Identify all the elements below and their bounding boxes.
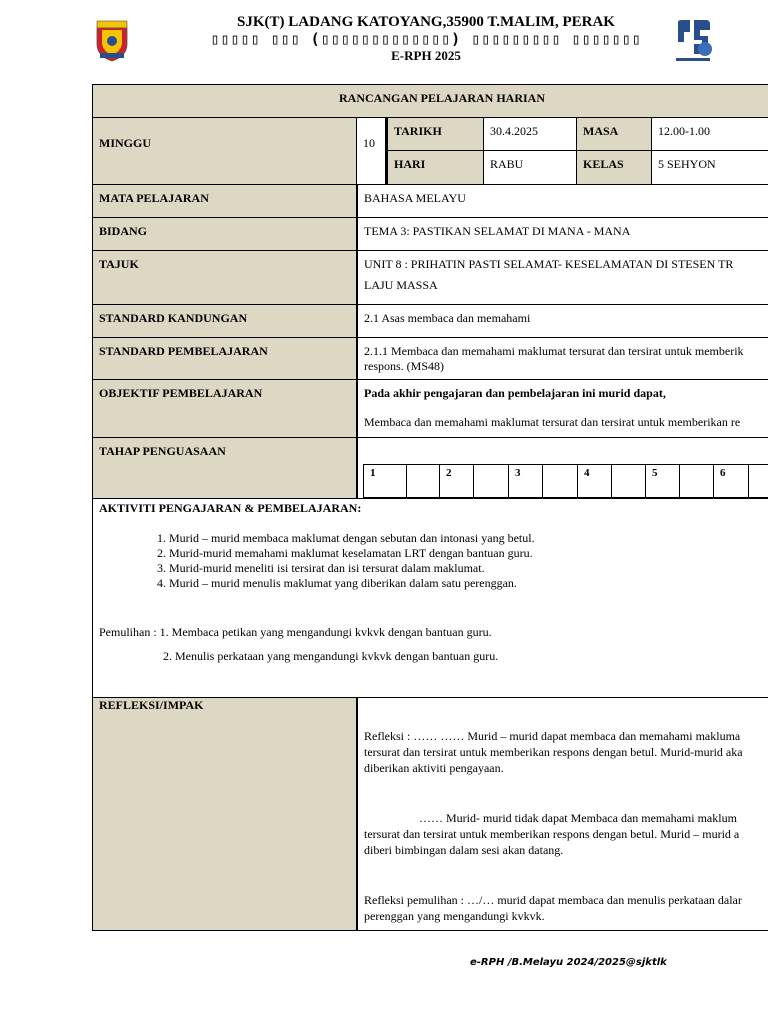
refleksi-p2-line2: tersurat dan tersirat untuk memberikan respons dengan betul. Murid – murid a (364, 827, 740, 841)
kelas-label: KELAS (583, 157, 624, 171)
masa-value: 12.00-1.00 (658, 124, 710, 138)
tp-box-3 (542, 464, 578, 498)
minggu-value: 10 (363, 136, 375, 150)
tahap-penguasaan-label: TAHAP PENGUASAAN (99, 444, 226, 458)
aktiviti-item: 3. Murid-murid meneliti isi tersirat dan isi tersurat dalam maklumat. (169, 561, 768, 576)
mata-pelajaran-label: MATA PELAJARAN (99, 191, 209, 205)
tp-level-6: 6 (713, 464, 749, 498)
refleksi-p1-line2: tersurat dan tersirat untuk memberikan respons dengan betul. Murid-murid aka (364, 745, 743, 759)
standard-pembelajaran-value-cell (356, 337, 768, 380)
school-name-tamil: ▯▯▯▯▯ ▯▯▯ (▯▯▯▯▯▯▯▯▯▯▯▯▯) ▯▯▯▯▯▯▯▯▯ ▯▯▯▯▯▯▯ (210, 30, 642, 48)
minggu-label: MINGGU (99, 136, 151, 150)
hari-label: HARI (394, 157, 426, 171)
kelas-value: 5 SEHYON (658, 157, 716, 171)
standard-kandungan-value: 2.1 Asas membaca dan memahami (364, 311, 531, 325)
tp-box-2 (473, 464, 509, 498)
minggu-value-cell (356, 117, 386, 185)
refleksi-p1-line3: diberikan aktiviti pengayaan. (364, 761, 504, 775)
masa-value-cell (651, 117, 768, 151)
mata-pelajaran-value: BAHASA MELAYU (364, 191, 466, 205)
tp-box-1 (406, 464, 440, 498)
bidang-label: BIDANG (99, 224, 148, 238)
kelas-label-cell (576, 150, 652, 185)
mata-pelajaran-label-cell (92, 184, 357, 218)
standard-pembelajaran-label: STANDARD PEMBELAJARAN (99, 344, 268, 358)
refleksi-p3-line1: Refleksi pemulihan : …/… murid dapat membaca dan menulis perkataan dalar (364, 893, 742, 907)
objektif-text: Membaca dan memahami maklumat tersurat dan tersirat untuk memberikan re (364, 415, 741, 429)
tp-level-5: 5 (645, 464, 680, 498)
refleksi-value-cell (356, 697, 768, 931)
standard-pembelajaran-value: 2.1.1 Membaca dan memahami maklumat tersurat dan tersirat untuk memberik (364, 344, 744, 358)
school-crest-icon (94, 20, 130, 62)
refleksi-p2-line1: …… Murid- murid tidak dapat Membaca dan memahami maklum (419, 811, 737, 825)
standard-kandungan-label: STANDARD KANDUNGAN (99, 311, 248, 325)
aktiviti-cell (92, 498, 768, 698)
mata-pelajaran-value-cell (356, 184, 768, 218)
document-title: E-RPH 2025 (391, 48, 461, 63)
tp-level-2: 2 (439, 464, 474, 498)
tajuk-value-line2: LAJU MASSA (364, 278, 438, 292)
tp-level-4: 4 (577, 464, 612, 498)
objektif-label-cell (92, 379, 357, 438)
school-name: SJK(T) LADANG KATOYANG,35900 T.MALIM, PERAK (237, 14, 615, 30)
lesson-plan-table (92, 84, 768, 931)
aktiviti-item: 1. Murid – murid membaca maklumat dengan sebutan dan intonasi yang betul. (169, 531, 768, 546)
tajuk-label-cell (92, 250, 357, 305)
tp-level-1: 1 (363, 464, 407, 498)
standard-pembelajaran-value-line2: respons. (MS48) (364, 359, 444, 373)
page-footer: e-RPH /B.Melayu 2024/2025@sjktlk (470, 957, 667, 968)
tarikh-label: TARIKH (394, 124, 442, 138)
standard-pembelajaran-label-cell (92, 337, 357, 380)
tarikh-label-cell (386, 117, 484, 151)
hari-label-cell (386, 150, 484, 185)
tajuk-label: TAJUK (99, 257, 139, 271)
refleksi-label: REFLEKSI/IMPAK (99, 698, 204, 712)
hari-value-cell (483, 150, 577, 185)
objektif-lead: Pada akhir pengajaran dan pembelajaran ini murid dapat, (364, 386, 666, 400)
aktiviti-label: AKTIVITI PENGAJARAN & PEMBELAJARAN: (99, 501, 362, 515)
kelas-value-cell (651, 150, 768, 185)
plan-title: RANCANGAN PELAJARAN HARIAN (339, 91, 545, 105)
tp-level-3: 3 (508, 464, 543, 498)
tahap-penguasaan-label-cell (92, 437, 357, 499)
tajuk-value-cell (356, 250, 768, 305)
refleksi-p3-line2: perenggan yang mengandungi kvkvk. (364, 909, 545, 923)
masa-label-cell (576, 117, 652, 151)
tp-box-6 (748, 464, 768, 498)
tarikh-value: 30.4.2025 (490, 124, 538, 138)
bidang-value-cell (356, 217, 768, 251)
masa-label: MASA (583, 124, 619, 138)
refleksi-label-cell (92, 697, 357, 931)
refleksi-p2-line3: diberi bimbingan dalam sesi akan datang. (364, 843, 564, 857)
refleksi-p1-line1: Refleksi : …… …… Murid – murid dapat membaca dan memahami makluma (364, 729, 741, 743)
objektif-label: OBJEKTIF PEMBELAJARAN (99, 386, 263, 400)
objektif-value-cell (356, 379, 768, 438)
bidang-value: TEMA 3: PASTIKAN SELAMAT DI MANA - MANA (364, 224, 631, 238)
tarikh-value-cell (483, 117, 577, 151)
document-header (130, 14, 722, 63)
pemulihan-line-1: Pemulihan : 1. Membaca petikan yang mengandungi kvkvk dengan bantuan guru. (99, 625, 492, 639)
pemulihan-line-2: 2. Menulis perkataan yang mengandungi kvkvk dengan bantuan guru. (163, 649, 499, 663)
standard-kandungan-value-cell (356, 304, 768, 338)
aktiviti-item: 2. Murid-murid memahami maklumat keselamatan LRT dengan bantuan guru. (169, 546, 768, 561)
minggu-label-cell (92, 117, 357, 185)
aktiviti-list (99, 531, 768, 591)
aktiviti-item: 4. Murid – murid menulis maklumat yang diberikan dalam satu perenggan. (169, 576, 768, 591)
standard-kandungan-label-cell (92, 304, 357, 338)
hari-value: RABU (490, 157, 524, 171)
tajuk-value: UNIT 8 : PRIHATIN PASTI SELAMAT- KESELAMATAN DI STESEN TR (364, 257, 734, 271)
tp-box-5 (679, 464, 714, 498)
tp-box-4 (611, 464, 646, 498)
bidang-label-cell (92, 217, 357, 251)
plan-title-row (92, 84, 768, 118)
